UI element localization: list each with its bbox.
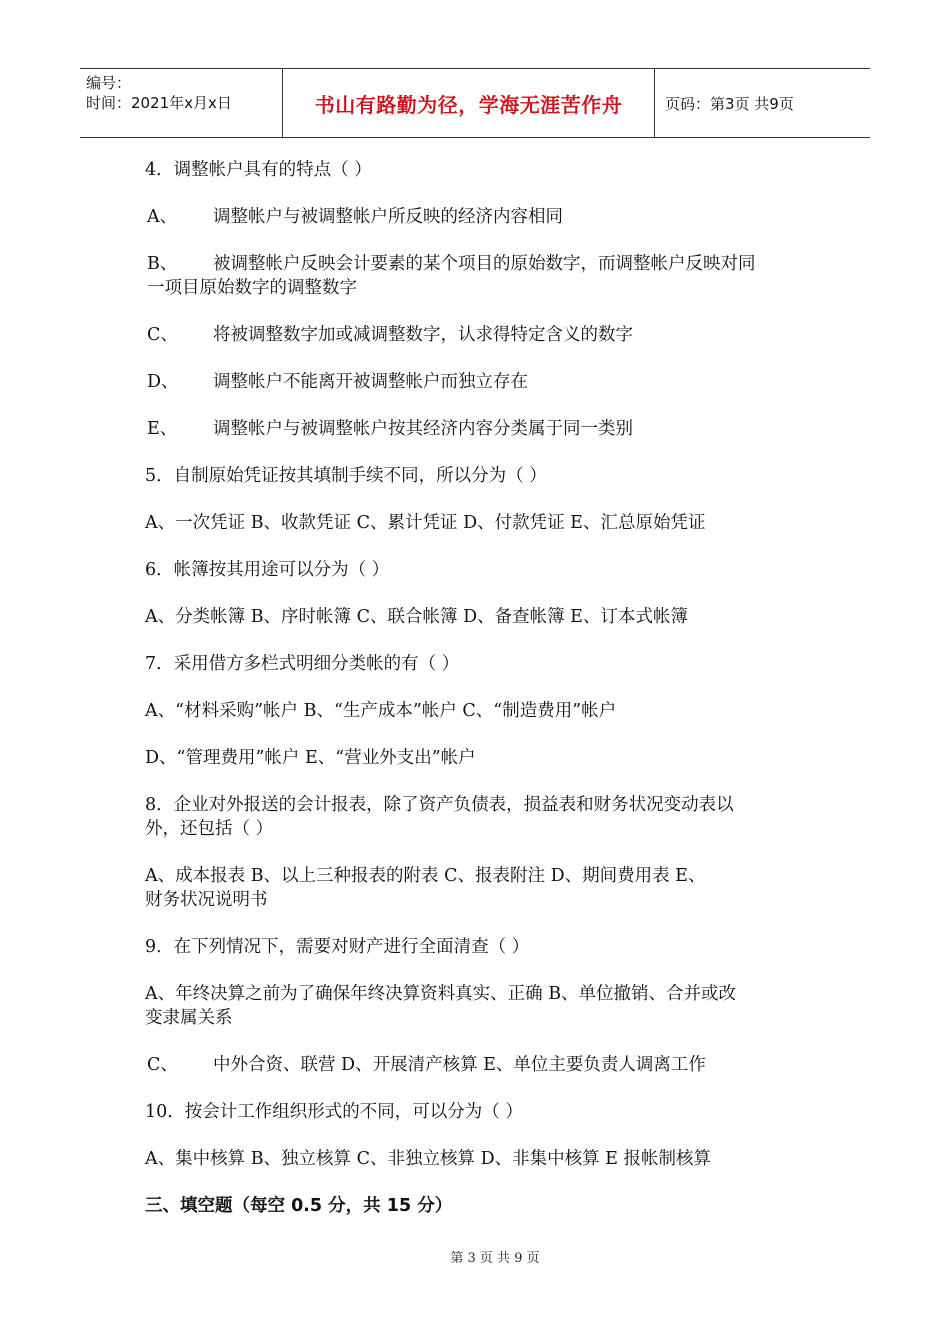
option-label: E、	[147, 419, 178, 439]
document-number-label: 编号：	[86, 74, 132, 92]
question-8-line-1: 8．企业对外报送的会计报表，除了资产负债表，损益表和财务状况变动表以	[145, 795, 734, 815]
option-label: C、	[147, 325, 178, 345]
q4-option-d	[145, 370, 817, 394]
header-meta	[80, 69, 283, 137]
question-10-options: A、集中核算 B、独立核算 C、非独立核算 D、非集中核算 E 报帐制核算	[145, 1149, 712, 1169]
document-date-label: 时间：2021年x月x日	[86, 94, 232, 112]
question-5-options: A、一次凭证 B、收款凭证 C、累计凭证 D、付款凭证 E、汇总原始凭证	[145, 513, 706, 533]
page-info-text: 页码：第3页 共9页	[665, 94, 794, 113]
q4-option-c	[145, 323, 817, 347]
q4-option-a	[145, 205, 817, 229]
option-label: D、	[147, 372, 179, 392]
document-body	[145, 158, 817, 1218]
section-3-heading: 三、填空题（每空 0.5 分，共 15 分）	[145, 1196, 453, 1216]
option-text: 调整帐户与被调整帐户按其经济内容分类属于同一类别	[213, 419, 633, 439]
option-text: 调整帐户不能离开被调整帐户而独立存在	[213, 372, 528, 392]
option-label: A、	[147, 207, 178, 227]
page-footer: 第 3 页 共 9 页	[450, 1251, 540, 1266]
header-motto: 书山有路勤为径，学海无涯苦作舟	[314, 92, 623, 117]
q4-option-b	[145, 252, 817, 276]
q4-option-b-continued: 一项目原始数字的调整数字	[147, 278, 357, 298]
question-10: 10．按会计工作组织形式的不同，可以分为（ ）	[145, 1102, 523, 1122]
question-9-options-2: 变隶属关系	[145, 1008, 233, 1028]
question-4: 4．调整帐户具有的特点（ ）	[145, 160, 372, 180]
question-6: 6．帐簿按其用途可以分为（ ）	[145, 560, 390, 580]
question-6-options: A、分类帐簿 B、序时帐簿 C、联合帐簿 D、备查帐簿 E、订本式帐簿	[145, 607, 688, 627]
page-header	[80, 68, 870, 138]
question-8-options-2: 财务状况说明书	[145, 890, 268, 910]
question-8-options-1: A、成本报表 B、以上三种报表的附表 C、报表附注 D、期间费用表 E、	[145, 866, 706, 886]
option-text: 中外合资、联营 D、开展清产核算 E、单位主要负责人调离工作	[213, 1055, 706, 1075]
question-7-options-2: D、“管理费用”帐户 E、“营业外支出”帐户	[145, 748, 476, 768]
option-text: 将被调整数字加或减调整数字，认求得特定含义的数字	[213, 325, 633, 345]
question-9-option-c	[145, 1053, 817, 1077]
option-label: C、	[147, 1055, 178, 1075]
question-9-options-1: A、年终决算之前为了确保年终决算资料真实、正确 B、单位撤销、合并或改	[145, 984, 737, 1004]
option-text: 调整帐户与被调整帐户所反映的经济内容相同	[213, 207, 563, 227]
question-8-line-2: 外，还包括（ ）	[145, 819, 274, 839]
header-motto-cell	[283, 69, 655, 137]
question-7-options-1: A、“材料采购”帐户 B、“生产成本”帐户 C、“制造费用”帐户	[145, 701, 617, 721]
option-label: B、	[147, 254, 178, 274]
header-page-info	[655, 69, 870, 137]
option-text: 被调整帐户反映会计要素的某个项目的原始数字，而调整帐户反映对同	[213, 254, 756, 274]
question-9: 9．在下列情况下，需要对财产进行全面清查（ ）	[145, 937, 530, 957]
question-5: 5．自制原始凭证按其填制手续不同，所以分为（ ）	[145, 466, 547, 486]
q4-option-e	[145, 417, 817, 441]
question-7: 7．采用借方多栏式明细分类帐的有（ ）	[145, 654, 460, 674]
